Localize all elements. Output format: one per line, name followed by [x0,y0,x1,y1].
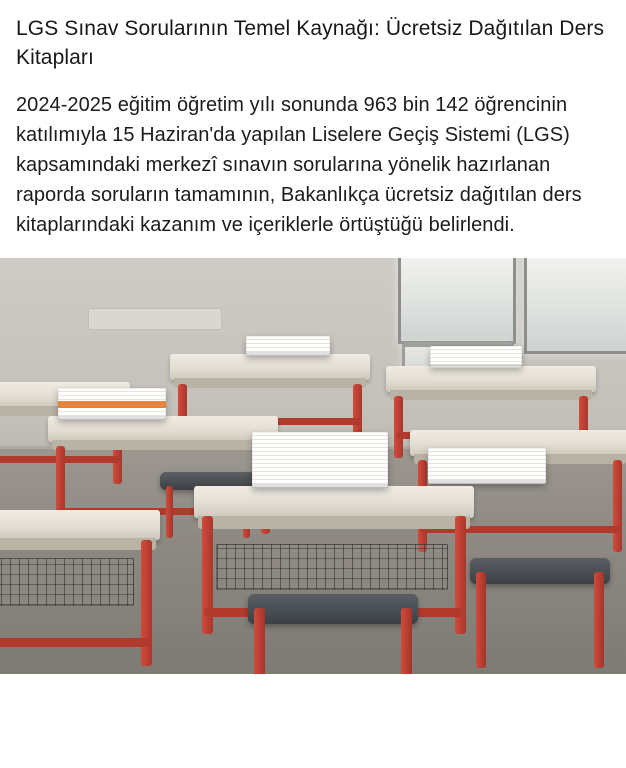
desk-apron [174,378,366,388]
chair-seat [248,594,418,624]
desk-rail [0,638,152,647]
desk-apron [390,390,592,400]
desk [170,354,370,424]
stack-edge [430,364,522,368]
book-stack [430,346,522,368]
desk-apron [0,538,156,550]
desk-leg [394,396,403,458]
book-stack [252,432,388,488]
page-title: LGS Sınav Sorularının Temel Kaynağı: Ücretsiz Dağıtılan Ders Kitapları [16,17,605,69]
radiator [88,308,222,330]
desk-apron [198,516,470,529]
chair-leg [594,572,604,668]
desk-basket [216,544,448,590]
chair [248,594,418,674]
desk-basket [0,558,134,606]
window-icon [398,258,516,344]
desk-leg [613,460,622,552]
book-stack [246,336,330,356]
chair-leg [254,608,265,674]
desk-top [170,354,370,380]
article-photo [0,258,626,674]
desk-top [0,510,160,540]
desk [386,366,596,436]
stack-edge [246,352,330,356]
stack-edge [58,416,166,420]
desk-top [194,486,474,518]
book-stack [58,388,166,420]
chair-seat [470,558,610,584]
book-stack [428,448,546,484]
chair-leg [401,608,412,674]
desk-apron [52,440,274,450]
window-icon [524,258,626,354]
chair [470,558,610,674]
stack-edge [428,480,546,484]
article-text-block [0,0,626,252]
stack-edge [252,484,388,488]
desk-top [386,366,596,392]
chair-leg [476,572,486,668]
desk-leg [141,540,152,666]
article-body: 2024-2025 eğitim öğretim yılı sonunda 963 bin 142 öğrencinin katılımıyla 15 Haziran'da yapılan Liselere Geçiş Sistemi (LGS) kapsamındaki merkezî sınavın sorularına yönelik hazırlanan raporda soruların tamamının, Bakanlıkça ücretsiz dağıtılan ders kitaplarındaki kazanım ve içeriklerle örtüştüğü belirlendi. [16,94,582,236]
chair-leg [166,486,173,538]
